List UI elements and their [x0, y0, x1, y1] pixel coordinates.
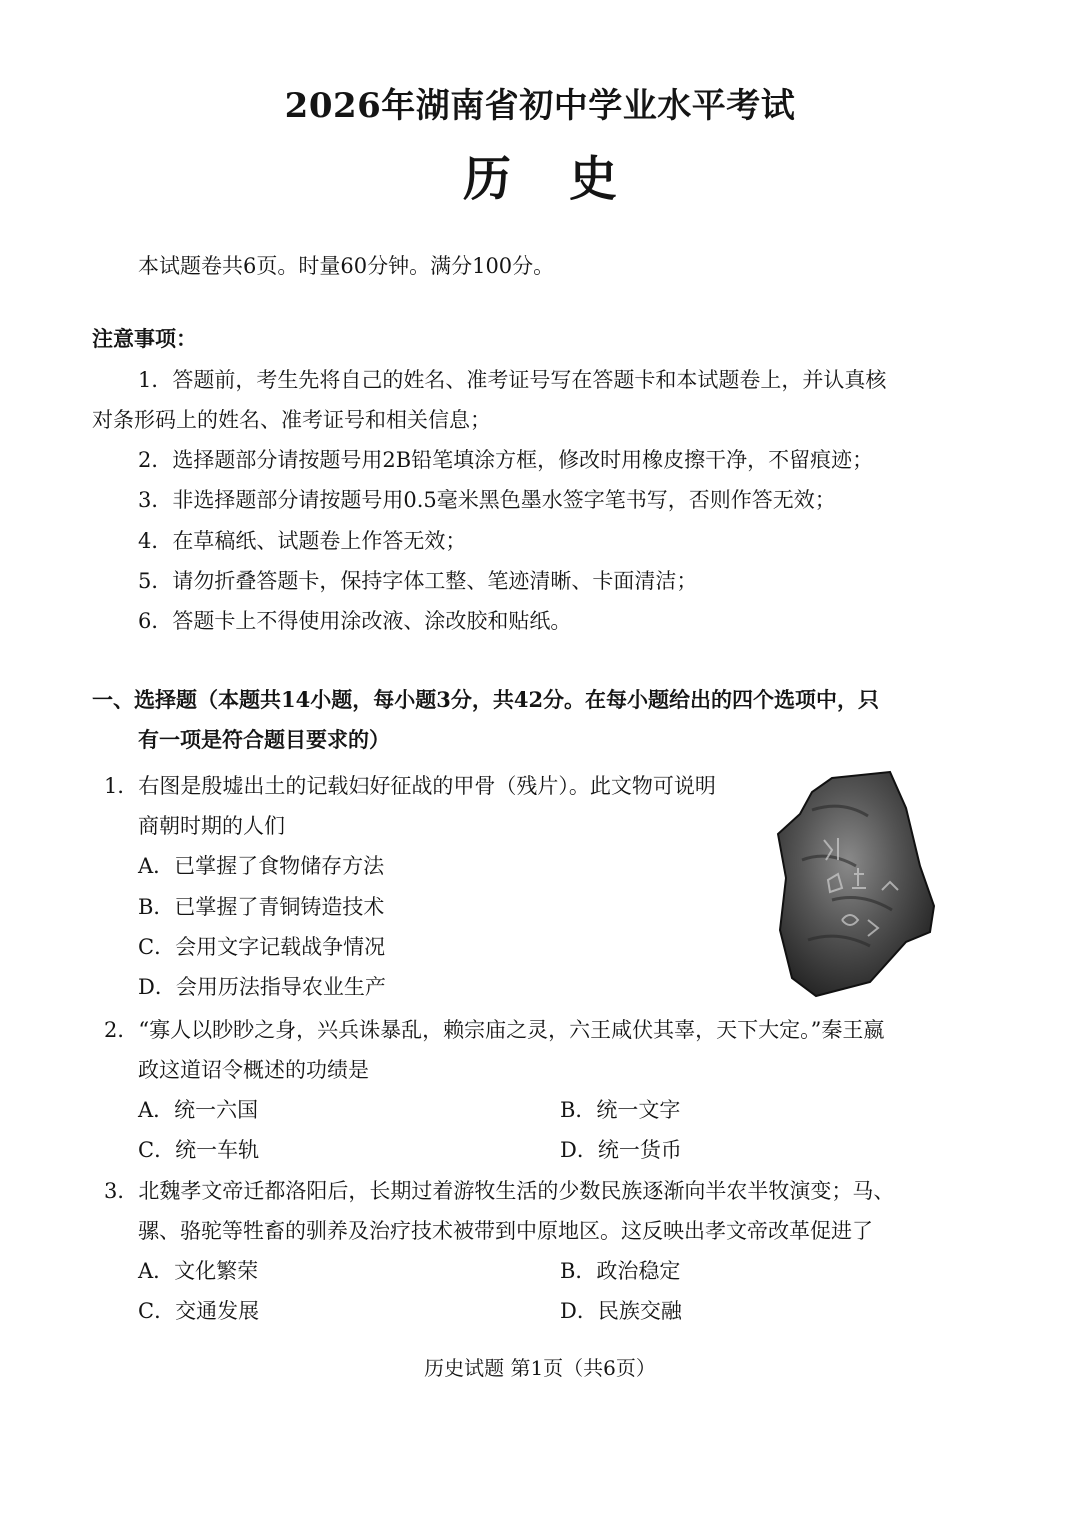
- question-3-stem-continued: 骡、骆驼等牲畜的驯养及治疗技术被带到中原地区。这反映出孝文帝改革促进了: [138, 1219, 873, 1243]
- question-2-option-b: B．统一文字: [560, 1098, 681, 1122]
- question-3-stem: 3．北魏孝文帝迁都洛阳后，长期过着游牧生活的少数民族逐渐向半农半牧演变；马、: [104, 1179, 895, 1203]
- question-1-stem: 1．右图是殷墟出土的记载妇好征战的甲骨（残片）。此文物可说明: [104, 774, 716, 798]
- notice-item: 3．非选择题部分请按题号用0.5毫米黑色墨水签字笔书写，否则作答无效；: [138, 488, 836, 512]
- section-heading-continued: 有一项是符合题目要求的）: [138, 727, 390, 752]
- question-2-stem: 2．“寡人以眇眇之身，兴兵诛暴乱，赖宗庙之灵，六王咸伏其辜，天下大定。”秦王嬴: [104, 1018, 885, 1042]
- question-2-stem-continued: 政这道诏令概述的功绩是: [138, 1058, 369, 1082]
- question-1-option-b: B．已掌握了青铜铸造技术: [138, 895, 385, 919]
- exam-intro: 本试题卷共6页。时量60分钟。满分100分。: [138, 254, 555, 278]
- question-3-option-c: C．交通发展: [138, 1299, 260, 1323]
- section-heading: 一、选择题（本题共14小题，每小题3分，共42分。在每小题给出的四个选项中，只: [92, 687, 880, 712]
- question-2-option-a: A．统一六国: [138, 1098, 259, 1122]
- question-3-option-b: B．政治稳定: [560, 1259, 681, 1283]
- question-2-option-c: C．统一车轨: [138, 1138, 260, 1162]
- question-2-option-d: D．统一货币: [560, 1138, 682, 1162]
- notice-item: 4．在草稿纸、试题卷上作答无效；: [138, 529, 467, 553]
- subject-title: 历史: [462, 151, 675, 207]
- question-3-option-d: D．民族交融: [560, 1299, 682, 1323]
- question-1-option-d: D．会用历法指导农业生产: [138, 975, 386, 999]
- notice-item: 6．答题卡上不得使用涂改液、涂改胶和贴纸。: [138, 609, 572, 633]
- question-1-option-c: C．会用文字记载战争情况: [138, 935, 386, 959]
- notice-heading: 注意事项：: [92, 326, 197, 351]
- notice-item: 2．选择题部分请按题号用2B铅笔填涂方框，修改时用橡皮擦干净，不留痕迹；: [138, 448, 874, 472]
- question-1-option-a: A．已掌握了食物储存方法: [138, 854, 385, 878]
- oracle-bone-fragment-image: [772, 770, 940, 1000]
- notice-item-continued: 对条形码上的姓名、准考证号和相关信息；: [92, 408, 491, 432]
- notice-item: 5．请勿折叠答题卡，保持字体工整、笔迹清晰、卡面清洁；: [138, 569, 698, 593]
- exam-title: 2026年湖南省初中学业水平考试: [284, 86, 796, 126]
- question-1-stem-continued: 商朝时期的人们: [138, 814, 285, 838]
- notice-item: 1．答题前，考生先将自己的姓名、准考证号写在答题卡和本试题卷上，并认真核: [138, 368, 887, 392]
- question-3-option-a: A．文化繁荣: [138, 1259, 259, 1283]
- page-footer: 历史试题 第1页（共6页）: [424, 1356, 656, 1380]
